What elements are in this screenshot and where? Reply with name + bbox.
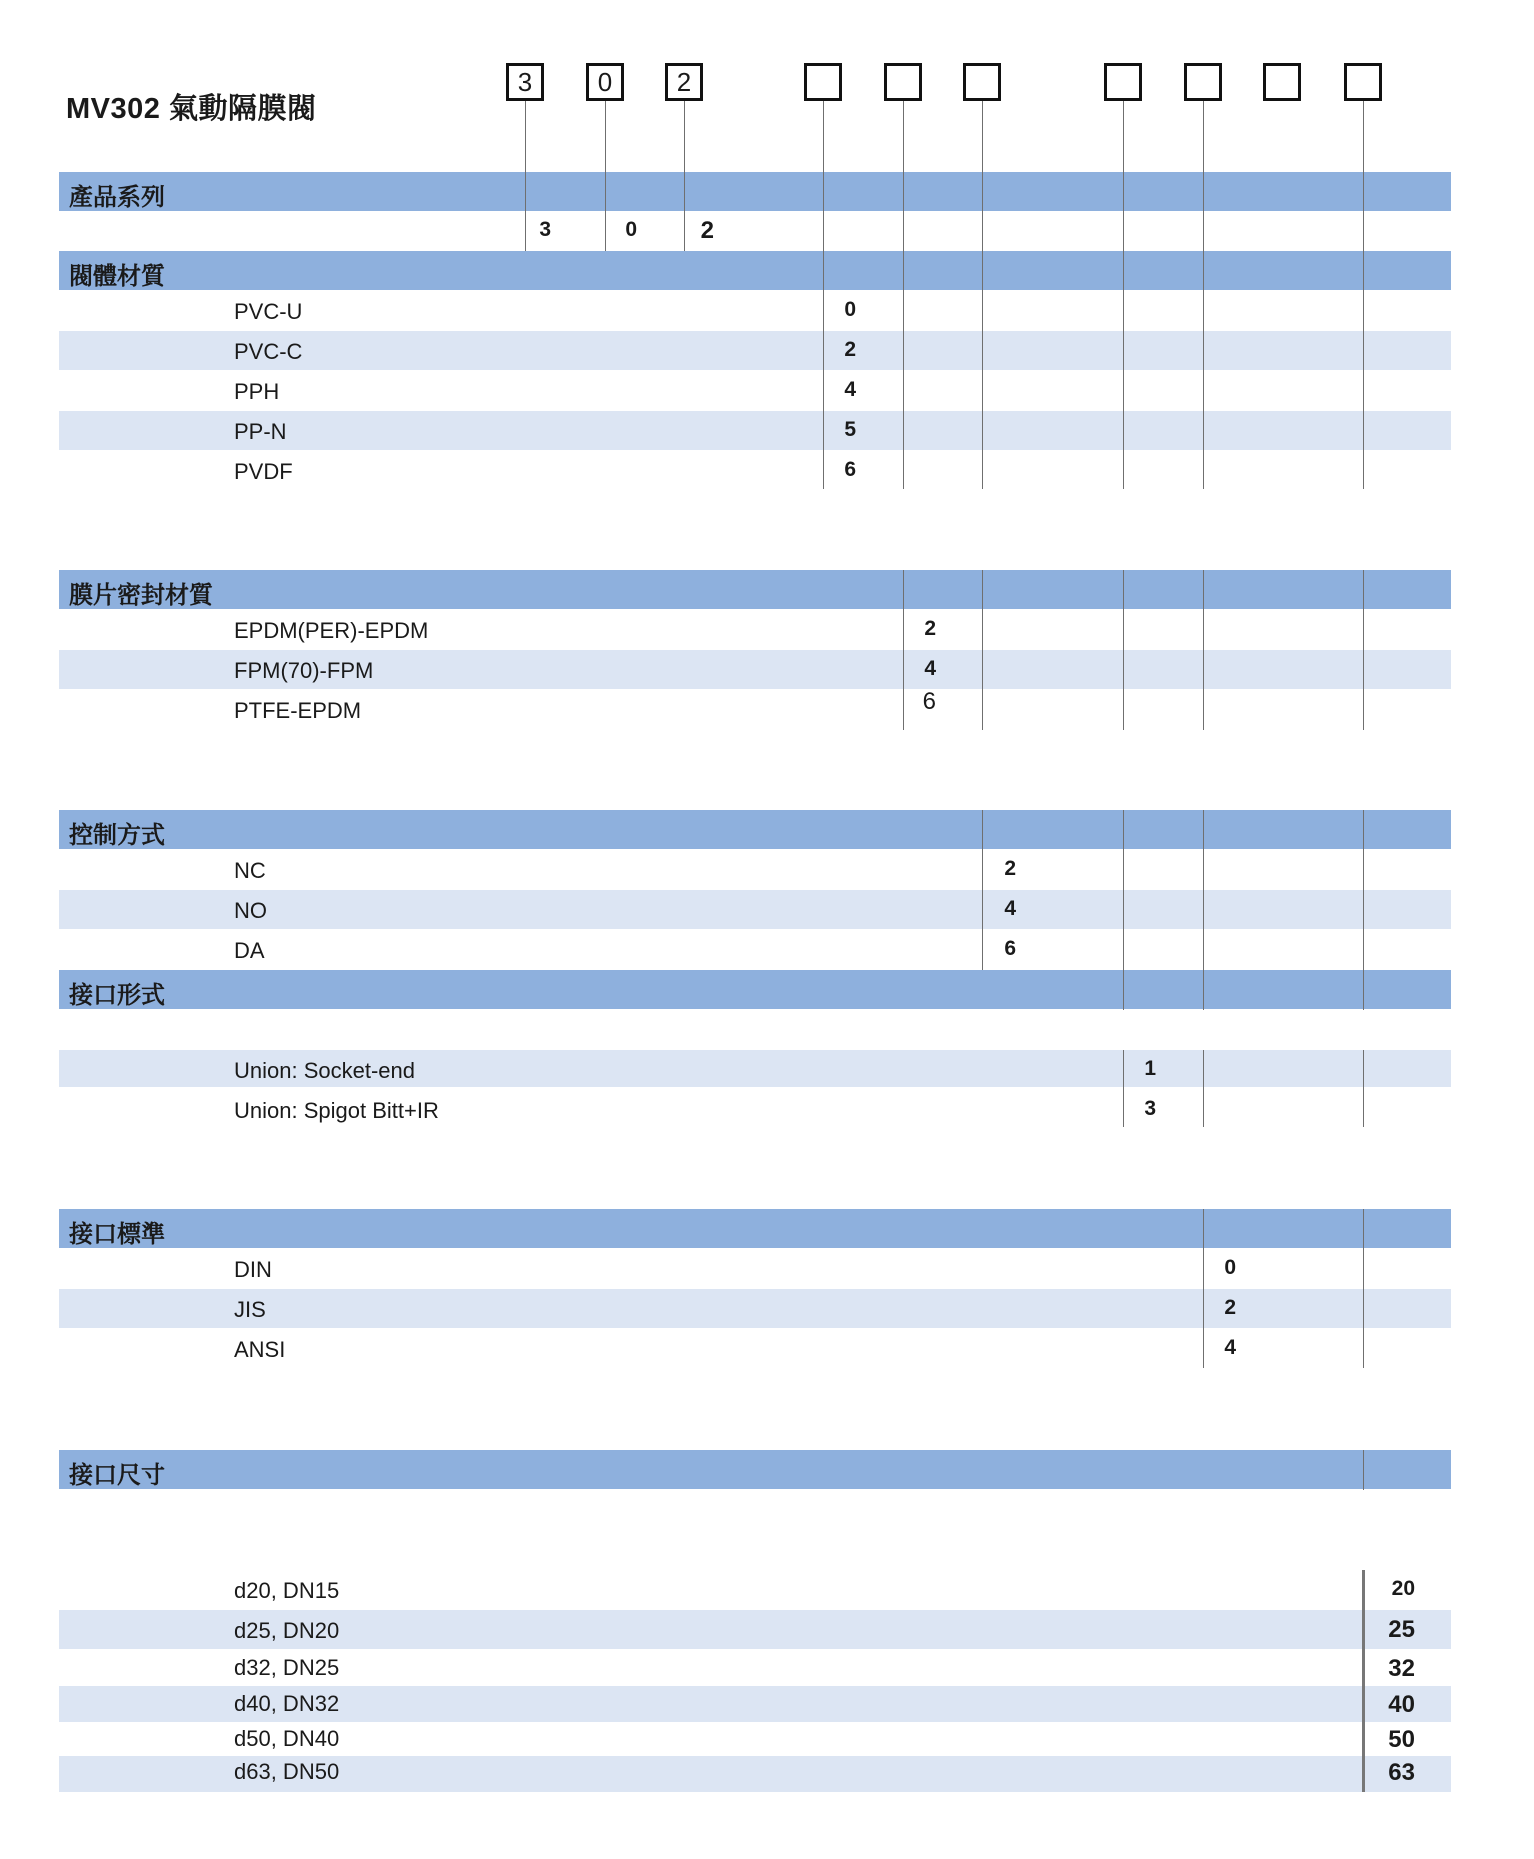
option-label: d20, DN15 [234,1578,340,1603]
section-title: 接口標準 [69,1221,165,1248]
connector-line [823,101,824,489]
section-title: 接口形式 [69,982,165,1009]
list-item [59,1756,1451,1792]
option-label: d63, DN50 [234,1759,340,1784]
option-code: 63 [1388,1759,1415,1786]
option-label: PVC-C [234,339,303,364]
section-title: 控制方式 [69,822,165,849]
list-item [59,690,1451,729]
connector-line [903,570,904,730]
option-label: EPDM(PER)-EPDM [234,618,429,643]
list-item [59,610,1451,649]
option-code: 4 [1224,1336,1236,1359]
connector-line [605,101,606,251]
section-title: 膜片密封材質 [69,582,213,609]
series-code-3: 2 [700,217,714,244]
section-header-seal-material [59,570,1451,609]
option-code: 50 [1388,1726,1415,1753]
list-item [59,1090,1451,1129]
option-label: Union: Spigot Bitt+IR [234,1098,439,1123]
connector-line [1362,1570,1365,1792]
section-header-connection-standard [59,1209,1451,1248]
code-box-3: 2 [665,63,703,101]
connector-line [1203,101,1204,489]
option-label: PVDF [234,459,293,484]
option-label: PP-N [234,419,287,444]
list-item [59,930,1451,969]
section-header-body-material [59,251,1451,290]
option-code: 5 [844,418,856,441]
connector-line [1363,1050,1364,1127]
code-box-1: 3 [506,63,544,101]
connector-line [1123,570,1124,730]
code-box-9 [1263,63,1301,101]
option-label: DIN [234,1257,272,1282]
section-title: 閥體材質 [69,263,165,290]
page-title: MV302 氣動隔膜閥 [66,93,317,125]
connector-line [1203,570,1204,730]
option-label: d50, DN40 [234,1726,340,1751]
option-code: 20 [1391,1577,1415,1600]
section-header-connection-type [59,970,1451,1009]
option-label: PPH [234,379,280,404]
list-item [59,1050,1451,1087]
option-label: ANSI [234,1337,286,1362]
option-code: 4 [1004,897,1016,920]
connector-line [903,101,904,489]
connector-line [1363,1450,1364,1490]
list-item [59,1249,1451,1288]
option-code: 2 [1004,857,1016,880]
code-box-6 [963,63,1001,101]
option-label: d32, DN25 [234,1655,340,1680]
code-box-10 [1344,63,1382,101]
option-label: FPM(70)-FPM [234,658,374,683]
connector-line [1363,1209,1364,1368]
option-code: 25 [1388,1616,1415,1643]
list-item [59,291,1451,330]
code-box-8 [1184,63,1222,101]
list-item [59,1570,1451,1609]
list-item [59,650,1451,689]
connector-line [1363,810,1364,1010]
connector-line [1203,1050,1204,1127]
option-code: 4 [924,657,936,680]
connector-line [525,101,526,251]
list-item [59,451,1451,490]
list-item [59,890,1451,929]
code-box-7 [1104,63,1142,101]
option-label: NC [234,858,266,883]
list-item [59,850,1451,889]
option-code: 2 [1224,1296,1236,1319]
section-title: 產品系列 [69,184,165,211]
connector-line [1203,1209,1204,1368]
list-item [59,1329,1451,1368]
connector-line [1203,810,1204,1010]
connector-line [982,101,983,489]
connector-line [1363,101,1364,489]
list-item [59,1649,1451,1686]
option-label: NO [234,898,267,923]
code-box-2: 0 [586,63,624,101]
option-label: d40, DN32 [234,1691,340,1716]
option-code: 2 [924,617,936,640]
option-label: d25, DN20 [234,1618,340,1643]
option-code: 6 [922,688,936,715]
connector-line [684,101,685,251]
connector-line [982,570,983,730]
section-header-control [59,810,1451,849]
option-label: JIS [234,1297,266,1322]
option-code: 0 [844,298,856,321]
section-title: 接口尺寸 [69,1462,165,1489]
list-item [59,371,1451,410]
option-code: 32 [1388,1655,1415,1682]
series-code-2: 0 [625,218,637,241]
connector-line [1123,101,1124,489]
option-code: 40 [1388,1691,1415,1718]
code-box-4 [804,63,842,101]
connector-line [982,810,983,970]
option-code: 4 [844,378,856,401]
option-code: 6 [844,458,856,481]
option-code: 2 [844,338,856,361]
list-item [59,331,1451,370]
list-item [59,1686,1451,1722]
connector-line [1123,1050,1124,1127]
option-label: DA [234,938,265,963]
list-item [59,1722,1451,1756]
section-header-series [59,172,1451,211]
option-label: PTFE-EPDM [234,698,362,723]
list-item [59,411,1451,450]
series-row [59,211,1451,250]
series-code-1: 3 [539,218,551,241]
option-code: 6 [1004,937,1016,960]
option-label: Union: Socket-end [234,1058,415,1083]
list-item [59,1610,1451,1649]
list-item [59,1289,1451,1328]
connector-line [1123,810,1124,1010]
option-code: 3 [1144,1097,1156,1120]
option-label: PVC-U [234,299,303,324]
connector-line [1363,570,1364,730]
option-code: 0 [1224,1256,1236,1279]
section-header-connection-size [59,1450,1451,1489]
option-code: 1 [1144,1057,1156,1080]
code-box-5 [884,63,922,101]
